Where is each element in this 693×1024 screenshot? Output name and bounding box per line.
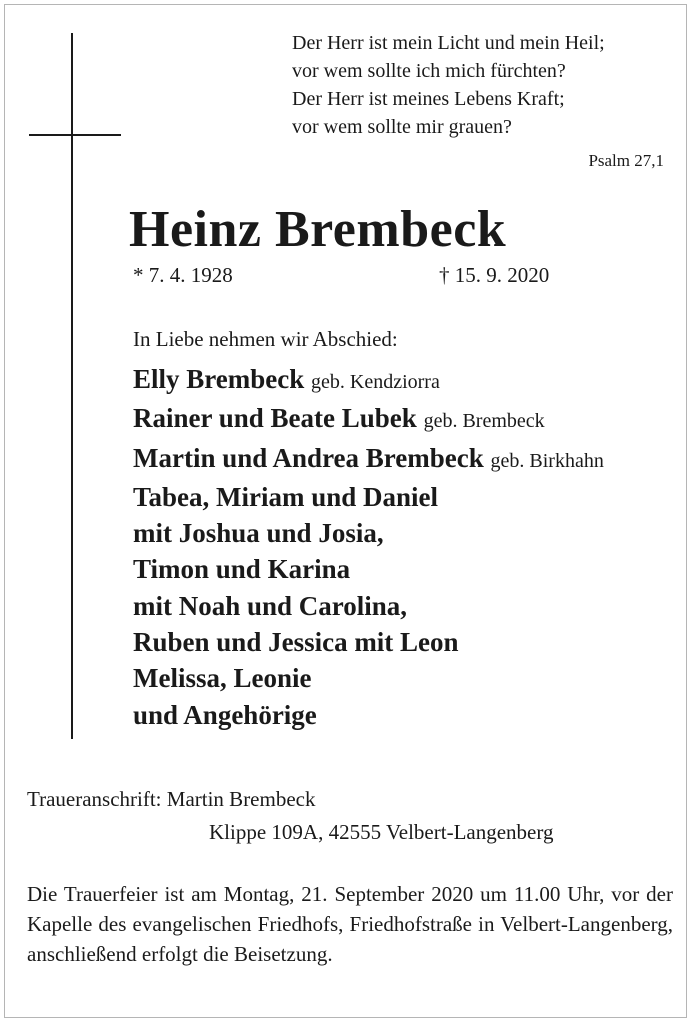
mourner-entry [133,479,604,515]
death-date: † 15. 9. 2020 [439,263,550,287]
cross-icon-horizontal-bar [29,134,121,136]
mourner-name: Timon und Karina [133,554,351,585]
deceased-name: Heinz Brembeck [129,201,507,258]
address-name: Martin Brembeck [166,787,316,811]
mourner-entry [133,551,604,587]
maiden-name: geb. Birkhahn [490,449,604,472]
mourner-entry [133,400,604,439]
mourner-name: mit Noah und Carolina, [133,590,408,621]
birth-date: * 7. 4. 1928 [133,263,233,287]
mourner-name: Melissa, Leonie [133,663,312,694]
mourner-name: Elly Brembeck [133,364,305,394]
mourner-name: Tabea, Miriam und Daniel [133,481,439,512]
mourner-entry [133,515,604,551]
verse-line: Der Herr ist meines Lebens Kraft; [292,88,565,110]
verse-line: vor wem sollte ich mich fürchten? [292,60,566,82]
cross-icon-vertical-bar [71,33,73,739]
bible-verse [292,29,605,141]
mourner-name: Ruben und Jessica mit Leon [133,627,459,658]
verse-line: vor wem sollte mir grauen? [292,116,512,138]
mourner-entry [133,624,604,660]
maiden-name: geb. Kendziorra [311,371,440,393]
maiden-name: geb. Brembeck [423,410,545,433]
mourner-entry [133,660,604,696]
mourning-intro: In Liebe nehmen wir Abschied: [133,327,398,351]
mourner-entry [133,361,604,400]
mourner-entry [133,588,604,624]
mourner-name: mit Joshua und Josia, [133,518,384,549]
mourner-entry [133,440,604,479]
mourning-address [27,783,553,849]
verse-line: Der Herr ist mein Licht und mein Heil; [292,32,605,54]
obituary-frame [4,4,687,1018]
ceremony-info: Die Trauerfeier ist am Montag, 21. September 2020 um 11.00 Uhr, vor der Kapelle des evangelischen Friedhofs, Friedhofstraße in Velbert-Langenberg, anschließend erfolgt die Beisetzung. [27,882,673,966]
address-label: Traueranschrift: [27,787,162,811]
mourner-name: Martin und Andrea Brembeck [133,442,484,473]
mourner-name: und Angehörige [133,699,317,730]
address-street: Klippe 109A, 42555 Velbert-Langenberg [209,820,554,844]
mourners-list [133,361,604,733]
verse-reference: Psalm 27,1 [588,151,664,170]
mourner-entry [133,697,604,733]
mourner-name: Rainer und Beate Lubek [133,403,417,434]
address-row [27,783,553,816]
